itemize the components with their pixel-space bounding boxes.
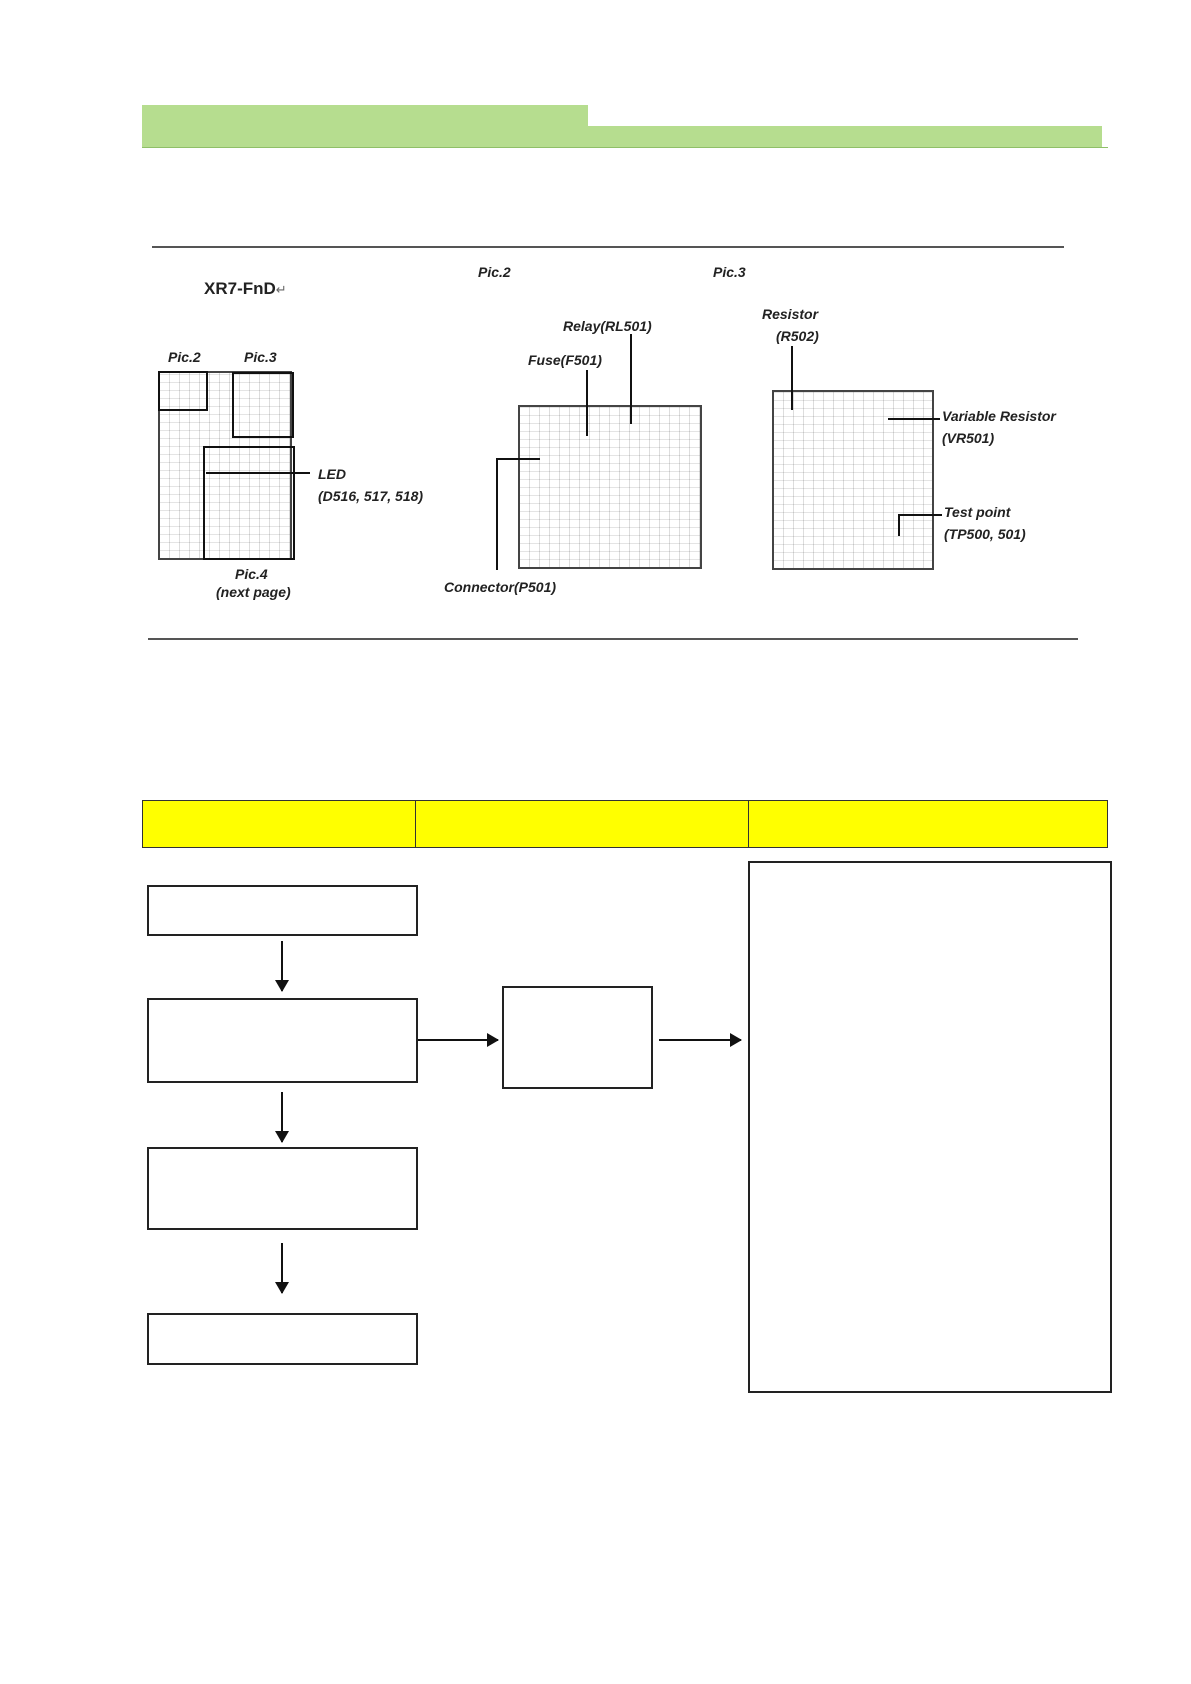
connector-leader-v: [496, 458, 498, 570]
variable-resistor-leader: [888, 418, 940, 420]
flow-remedy-box: [748, 861, 1112, 1393]
header-cell-3: [749, 801, 1106, 847]
header-cell-1: [143, 801, 416, 847]
header-band-extension: [588, 126, 1102, 147]
flow-step-4: [147, 1313, 418, 1365]
pic2-region: [158, 371, 208, 411]
flow-arrow-to-remedy: [659, 1039, 741, 1041]
pic4-region: [203, 446, 295, 560]
pic2-board-image: [518, 405, 702, 569]
led-refs-label: (D516, 517, 518): [318, 488, 424, 504]
flow-arrow-3: [281, 1243, 283, 1293]
flow-step-1: [147, 885, 418, 936]
test-point-leader-v: [898, 514, 900, 536]
test-point-label: Test point: [944, 504, 1011, 520]
pic3-caption: Pic.3: [713, 264, 746, 280]
resistor-leader: [791, 346, 793, 410]
pic2-box-label: Pic.2: [168, 349, 201, 365]
troubleshooting-table-header: [142, 800, 1108, 848]
test-point-refs-label: (TP500, 501): [944, 526, 1026, 542]
flow-check-box: [502, 986, 653, 1089]
variable-resistor-label: Variable Resistor: [942, 408, 1056, 424]
pic3-board-image: [772, 390, 934, 570]
header-band: [142, 105, 588, 147]
flow-arrow-to-check: [418, 1039, 498, 1041]
pic3-region: [232, 372, 294, 438]
model-name: XR7-FnD↵: [204, 279, 287, 298]
fuse-leader: [586, 370, 588, 436]
led-leader: [206, 472, 310, 474]
relay-leader: [630, 334, 632, 424]
resistor-label: Resistor: [762, 306, 819, 322]
flow-step-3: [147, 1147, 418, 1230]
pcb-figure: [148, 234, 1081, 646]
header-cell-2: [416, 801, 749, 847]
resistor-ref-label: (R502): [776, 328, 819, 344]
test-point-leader-h: [898, 514, 942, 516]
led-label: LED: [318, 466, 346, 482]
connector-label: Connector(P501): [444, 579, 557, 595]
pic2-caption: Pic.2: [478, 264, 511, 280]
relay-label: Relay(RL501): [563, 318, 652, 334]
fuse-label: Fuse(F501): [528, 352, 602, 368]
flow-arrow-1: [281, 941, 283, 991]
connector-leader-h: [496, 458, 540, 460]
figure-bottom-rule: [148, 638, 1078, 640]
flow-step-2: [147, 998, 418, 1083]
pic3-box-label: Pic.3: [244, 349, 277, 365]
figure-top-rule: [152, 246, 1064, 248]
variable-resistor-ref-label: (VR501): [942, 430, 995, 446]
flow-arrow-2: [281, 1092, 283, 1142]
pic4-label: Pic.4: [235, 566, 268, 582]
next-page-label: (next page): [216, 584, 291, 600]
header-rule: [142, 147, 1108, 148]
